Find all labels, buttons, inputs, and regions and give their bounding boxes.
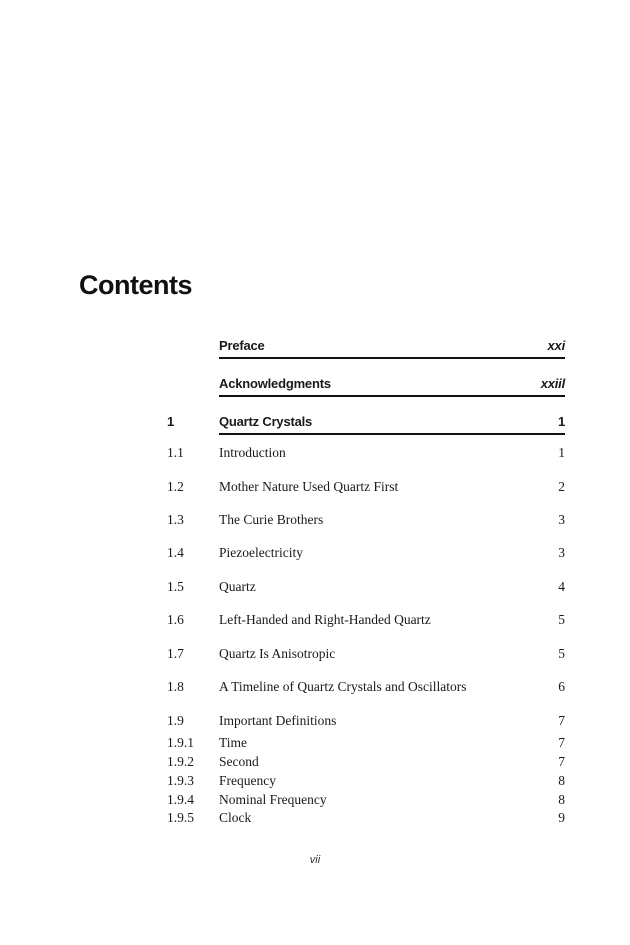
toc-entry-number: 1.5 [167, 579, 184, 594]
toc-entry-number: 1.9.1 [167, 735, 194, 750]
toc-section-entry[interactable] [0, 711, 630, 731]
toc-entry-number: 1.8 [167, 679, 184, 694]
toc-entry-number: 1.9.3 [167, 773, 194, 788]
toc-entry-label: Clock [219, 810, 252, 825]
toc-subsection-entry[interactable] [0, 790, 630, 810]
toc-subsection-entry[interactable] [0, 808, 630, 828]
toc-section-entry[interactable] [0, 644, 630, 664]
toc-entry-acknowledgments[interactable] [0, 374, 630, 394]
toc-entry-number: 1 [167, 414, 175, 429]
toc-entry-page: 6 [558, 679, 565, 694]
toc-entry-page: 1 [557, 414, 565, 429]
toc-subsection-entry[interactable] [0, 733, 630, 753]
page-title: Contents [79, 270, 192, 300]
toc-entry-label: The Curie Brothers [219, 512, 324, 527]
toc-section-entry[interactable] [0, 477, 630, 497]
toc-entry-number: 1.9.2 [167, 754, 194, 769]
toc-entry-label: Preface [219, 338, 265, 353]
toc-entry-page: 8 [558, 773, 565, 788]
toc-section-entry[interactable] [0, 577, 630, 597]
toc-entry-label: Time [219, 735, 248, 750]
toc-section-entry[interactable] [0, 543, 630, 563]
toc-entry-label: Acknowledgments [219, 376, 331, 391]
toc-entry-label: Quartz [219, 579, 256, 594]
toc-entry-label: Second [219, 754, 259, 769]
toc-entry-page: 7 [558, 754, 565, 769]
toc-entry-number: 1.3 [167, 512, 184, 527]
toc-entry-number: 1.1 [167, 445, 184, 460]
toc-entry-page: 5 [558, 612, 565, 627]
toc-entry-page: 3 [558, 512, 565, 527]
toc-entry-label: Introduction [219, 445, 286, 460]
toc-entry-page: 9 [558, 810, 565, 825]
toc-section-entry[interactable] [0, 510, 630, 530]
toc-entry-number: 1.7 [167, 646, 184, 661]
toc-section-entry[interactable] [0, 677, 630, 697]
toc-entry-page: 4 [558, 579, 565, 594]
toc-entry-page: 8 [558, 792, 565, 807]
toc-entry-page: 7 [558, 713, 565, 728]
toc-entry-number: 1.9.5 [167, 810, 194, 825]
toc-section-entry[interactable] [0, 610, 630, 630]
page-number: vii [309, 854, 321, 866]
toc-entry-label: Important Definitions [219, 713, 337, 728]
divider [219, 395, 565, 397]
toc-entry-number: 1.2 [167, 479, 184, 494]
toc-entry-label: Frequency [219, 773, 276, 788]
toc-chapter-entry[interactable] [0, 412, 630, 432]
toc-entry-page: xxiil [540, 376, 565, 391]
divider [219, 357, 565, 359]
toc-entry-page: 3 [558, 545, 565, 560]
toc-entry-page: 2 [558, 479, 565, 494]
toc-entry-label: Piezoelectricity [219, 545, 303, 560]
toc-entry-number: 1.9.4 [167, 792, 194, 807]
toc-entry-page: xxi [547, 338, 565, 353]
toc-entry-page: 1 [558, 445, 565, 460]
toc-entry-label: Quartz Crystals [219, 414, 313, 429]
toc-entry-label: A Timeline of Quartz Crystals and Oscillators [219, 679, 467, 694]
toc-entry-label: Left-Handed and Right-Handed Quartz [219, 612, 431, 627]
toc-entry-page: 5 [558, 646, 565, 661]
toc-entry-label: Quartz Is Anisotropic [219, 646, 336, 661]
toc-entry-preface[interactable] [0, 336, 630, 356]
toc-entry-number: 1.4 [167, 545, 184, 560]
toc-subsection-entry[interactable] [0, 752, 630, 772]
divider [219, 433, 565, 435]
toc-entry-number: 1.9 [167, 713, 184, 728]
toc-entry-label: Nominal Frequency [219, 792, 327, 807]
toc-section-entry[interactable] [0, 443, 630, 463]
toc-subsection-entry[interactable] [0, 771, 630, 791]
toc-entry-page: 7 [558, 735, 565, 750]
toc-entry-number: 1.6 [167, 612, 184, 627]
toc-entry-label: Mother Nature Used Quartz First [219, 479, 399, 494]
